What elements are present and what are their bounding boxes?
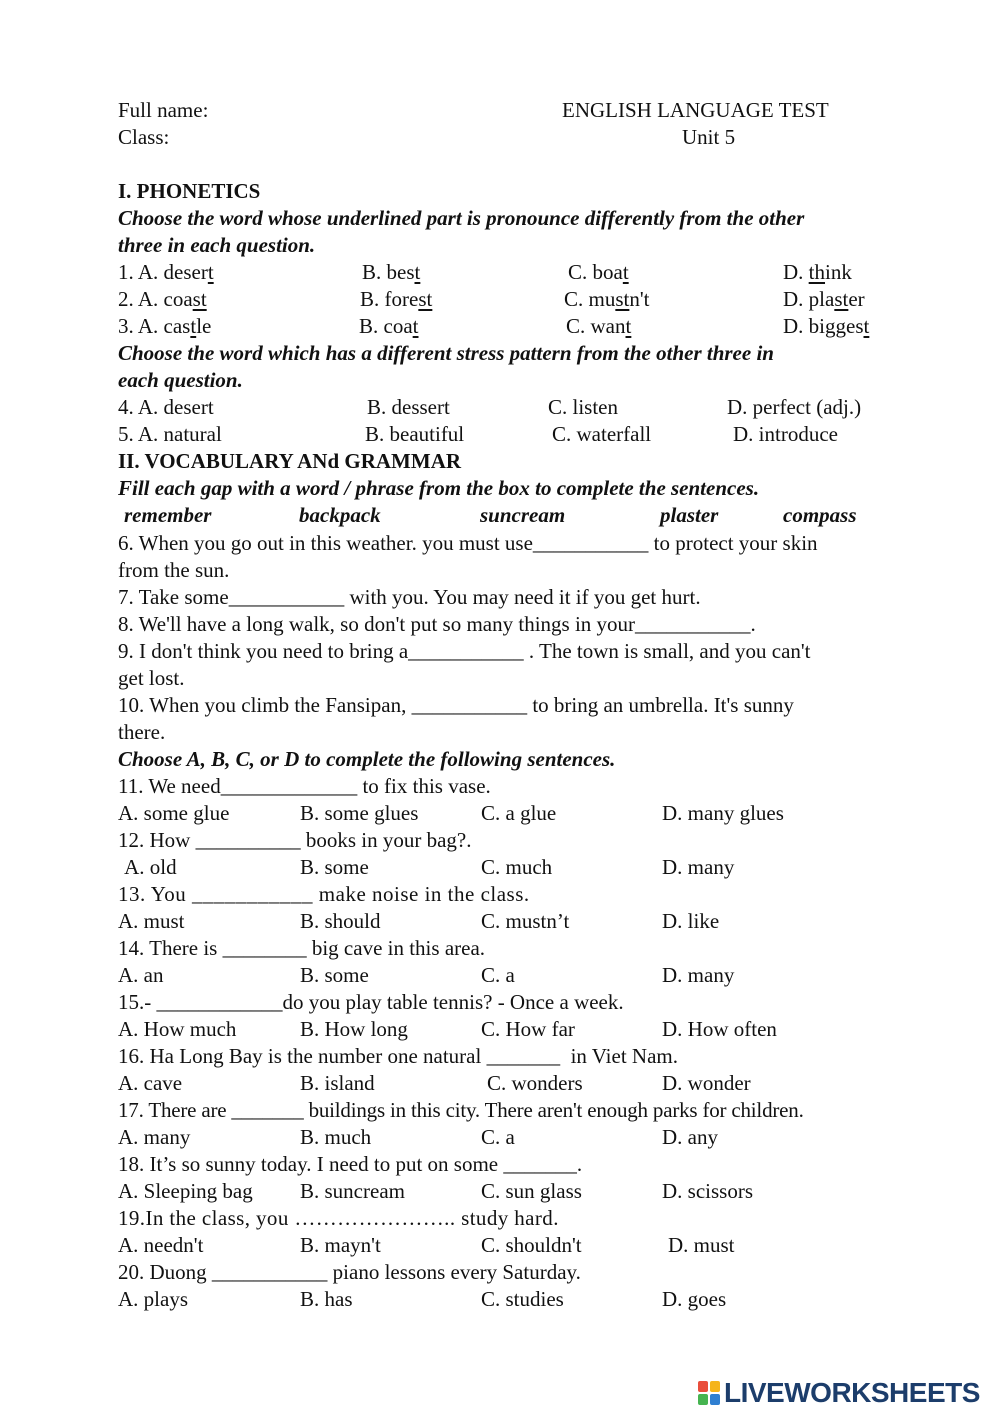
question-18-options <box>0 1178 1000 1205</box>
option-d: D. How often <box>662 1017 777 1041</box>
question-4 <box>0 394 1000 421</box>
option-b: B. forest <box>360 287 433 311</box>
question-15-options <box>0 1016 1000 1043</box>
phonetics-instruction-1: Choose the word whose underlined part is pronounce differently from the other <box>118 206 805 230</box>
question-2 <box>0 286 1000 313</box>
option-b: B. some <box>300 963 369 987</box>
option-b: B. should <box>300 909 381 933</box>
question-11-options <box>0 800 1000 827</box>
liveworksheets-wordmark: LIVEWORKSHEETS <box>724 1377 980 1408</box>
question-20-options <box>0 1286 1000 1313</box>
liveworksheets-logo <box>698 1377 980 1409</box>
question-8: 8. We'll have a long walk, so don't put so many things in your___________. <box>118 612 756 636</box>
question-19-options <box>0 1232 1000 1259</box>
question-7: 7. Take some___________ with you. You may need it if you get hurt. <box>118 585 701 609</box>
option-b: B. has <box>300 1287 353 1311</box>
option-b: B. some glues <box>300 801 419 825</box>
section-vocab-heading: II. VOCABULARY ANd GRAMMAR <box>118 449 462 473</box>
option-c: C. mustn’t <box>481 909 570 933</box>
phonetics-instruction-2-cont: each question. <box>118 368 243 392</box>
question-13-options <box>0 908 1000 935</box>
option-b: B. mayn't <box>300 1233 381 1257</box>
option-d: D. perfect (adj.) <box>727 395 862 419</box>
option-a: 4. A. desert <box>118 395 214 419</box>
question-14-stem: 14. There is ________ big cave in this area. <box>118 936 486 960</box>
option-b: B. How long <box>300 1017 408 1041</box>
option-d: D. scissors <box>662 1179 754 1203</box>
section-phonetics-heading: I. PHONETICS <box>118 179 261 203</box>
option-d: D. plaster <box>783 287 865 311</box>
option-b: B. best <box>362 260 421 284</box>
option-d: D. biggest <box>783 314 870 338</box>
option-c: C. a <box>481 1125 515 1149</box>
option-a: 2. A. coast <box>118 287 207 311</box>
question-9-cont: get lost. <box>118 666 185 690</box>
question-16-options <box>0 1070 1000 1097</box>
question-12-stem: 12. How __________ books in your bag?. <box>118 828 472 852</box>
word-box-item: backpack <box>299 503 381 527</box>
option-a: A. an <box>118 963 164 987</box>
question-6-cont: from the sun. <box>118 558 230 582</box>
option-a: 3. A. castle <box>118 314 212 338</box>
option-c: C. a <box>481 963 515 987</box>
question-5 <box>0 421 1000 448</box>
option-c: C. a glue <box>481 801 557 825</box>
word-box-item: plaster <box>660 503 719 527</box>
option-d: D. any <box>662 1125 718 1149</box>
option-a: A. must <box>118 909 185 933</box>
question-1 <box>0 259 1000 286</box>
class-label: Class: <box>118 125 170 149</box>
question-12-options <box>0 854 1000 881</box>
question-13-stem: 13. You ___________ make noise in the class. <box>118 882 530 906</box>
option-b: B. island <box>300 1071 375 1095</box>
option-c: C. mustn't <box>564 287 650 311</box>
question-11-stem: 11. We need_____________ to fix this vase. <box>118 774 491 798</box>
header-line-2 <box>0 124 1000 151</box>
phonetics-instruction-1-cont: three in each question. <box>118 233 316 257</box>
option-c: C. much <box>481 855 553 879</box>
option-a: A. needn't <box>118 1233 204 1257</box>
vocab-instruction-1: Fill each gap with a word / phrase from the box to complete the sentences. <box>118 476 760 500</box>
question-15-stem: 15.- ____________do you play table tennis? - Once a week. <box>118 990 624 1014</box>
option-c: C. listen <box>548 395 619 419</box>
question-18-stem: 18. It’s so sunny today. I need to put on some _______. <box>118 1152 583 1176</box>
option-d: D. many <box>662 855 735 879</box>
full-name-label: Full name: <box>118 98 209 122</box>
option-d: D. wonder <box>662 1071 751 1095</box>
option-a: A. plays <box>118 1287 188 1311</box>
option-c: C. boat <box>568 260 629 284</box>
option-d: D. must <box>668 1233 735 1257</box>
option-d: D. think <box>783 260 852 284</box>
header-line-1 <box>0 97 1000 124</box>
question-3 <box>0 313 1000 340</box>
option-a: 5. A. natural <box>118 422 222 446</box>
option-b: B. much <box>300 1125 372 1149</box>
word-box-item: remember <box>124 503 212 527</box>
option-a: A. many <box>118 1125 191 1149</box>
test-title: ENGLISH LANGUAGE TEST <box>562 98 829 122</box>
option-d: D. like <box>662 909 720 933</box>
option-a: A. How much <box>118 1017 237 1041</box>
word-box-item: suncream <box>480 503 566 527</box>
question-14-options <box>0 962 1000 989</box>
question-19-stem: 19.In the class, you ………………….. study hard. <box>118 1206 559 1230</box>
option-c: C. shouldn't <box>481 1233 582 1257</box>
option-d: D. many <box>662 963 735 987</box>
option-a: A. Sleeping bag <box>118 1179 253 1203</box>
option-d: D. many glues <box>662 801 784 825</box>
liveworksheets-logo-icon <box>698 1381 720 1405</box>
option-b: B. some <box>300 855 369 879</box>
unit-label: Unit 5 <box>682 125 736 149</box>
option-a: 1. A. desert <box>118 260 214 284</box>
option-b: B. dessert <box>367 395 450 419</box>
option-a: A. cave <box>118 1071 183 1095</box>
vocab-instruction-2: Choose A, B, C, or D to complete the following sentences. <box>118 747 616 771</box>
option-c: C. waterfall <box>552 422 652 446</box>
question-10-cont: there. <box>118 720 166 744</box>
question-10: 10. When you climb the Fansipan, ___________ to bring an umbrella. It's sunny <box>118 693 794 717</box>
question-17-stem: 17. There are _______ buildings in this city. There aren't enough parks for children. <box>118 1098 804 1122</box>
option-b: B. suncream <box>300 1179 405 1203</box>
question-9: 9. I don't think you need to bring a___________ . The town is small, and you can't <box>118 639 811 663</box>
question-20-stem: 20. Duong ___________ piano lessons every Saturday. <box>118 1260 581 1284</box>
option-c: C. How far <box>481 1017 575 1041</box>
question-16-stem: 16. Ha Long Bay is the number one natural _______ in Viet Nam. <box>118 1044 678 1068</box>
phonetics-instruction-2: Choose the word which has a different stress pattern from the other three in <box>118 341 774 365</box>
word-box <box>0 502 1000 529</box>
option-c: C. studies <box>481 1287 564 1311</box>
option-b: B. coat <box>359 314 419 338</box>
option-d: D. introduce <box>733 422 838 446</box>
option-c: C. sun glass <box>481 1179 582 1203</box>
option-c: C. wonders <box>487 1071 583 1095</box>
option-d: D. goes <box>662 1287 727 1311</box>
question-17-options <box>0 1124 1000 1151</box>
word-box-item: compass <box>783 503 857 527</box>
option-c: C. want <box>566 314 632 338</box>
question-6: 6. When you go out in this weather. you must use___________ to protect your skin <box>118 531 818 555</box>
option-a: A. old <box>120 855 177 879</box>
option-a: A. some glue <box>118 801 230 825</box>
option-b: B. beautiful <box>365 422 465 446</box>
